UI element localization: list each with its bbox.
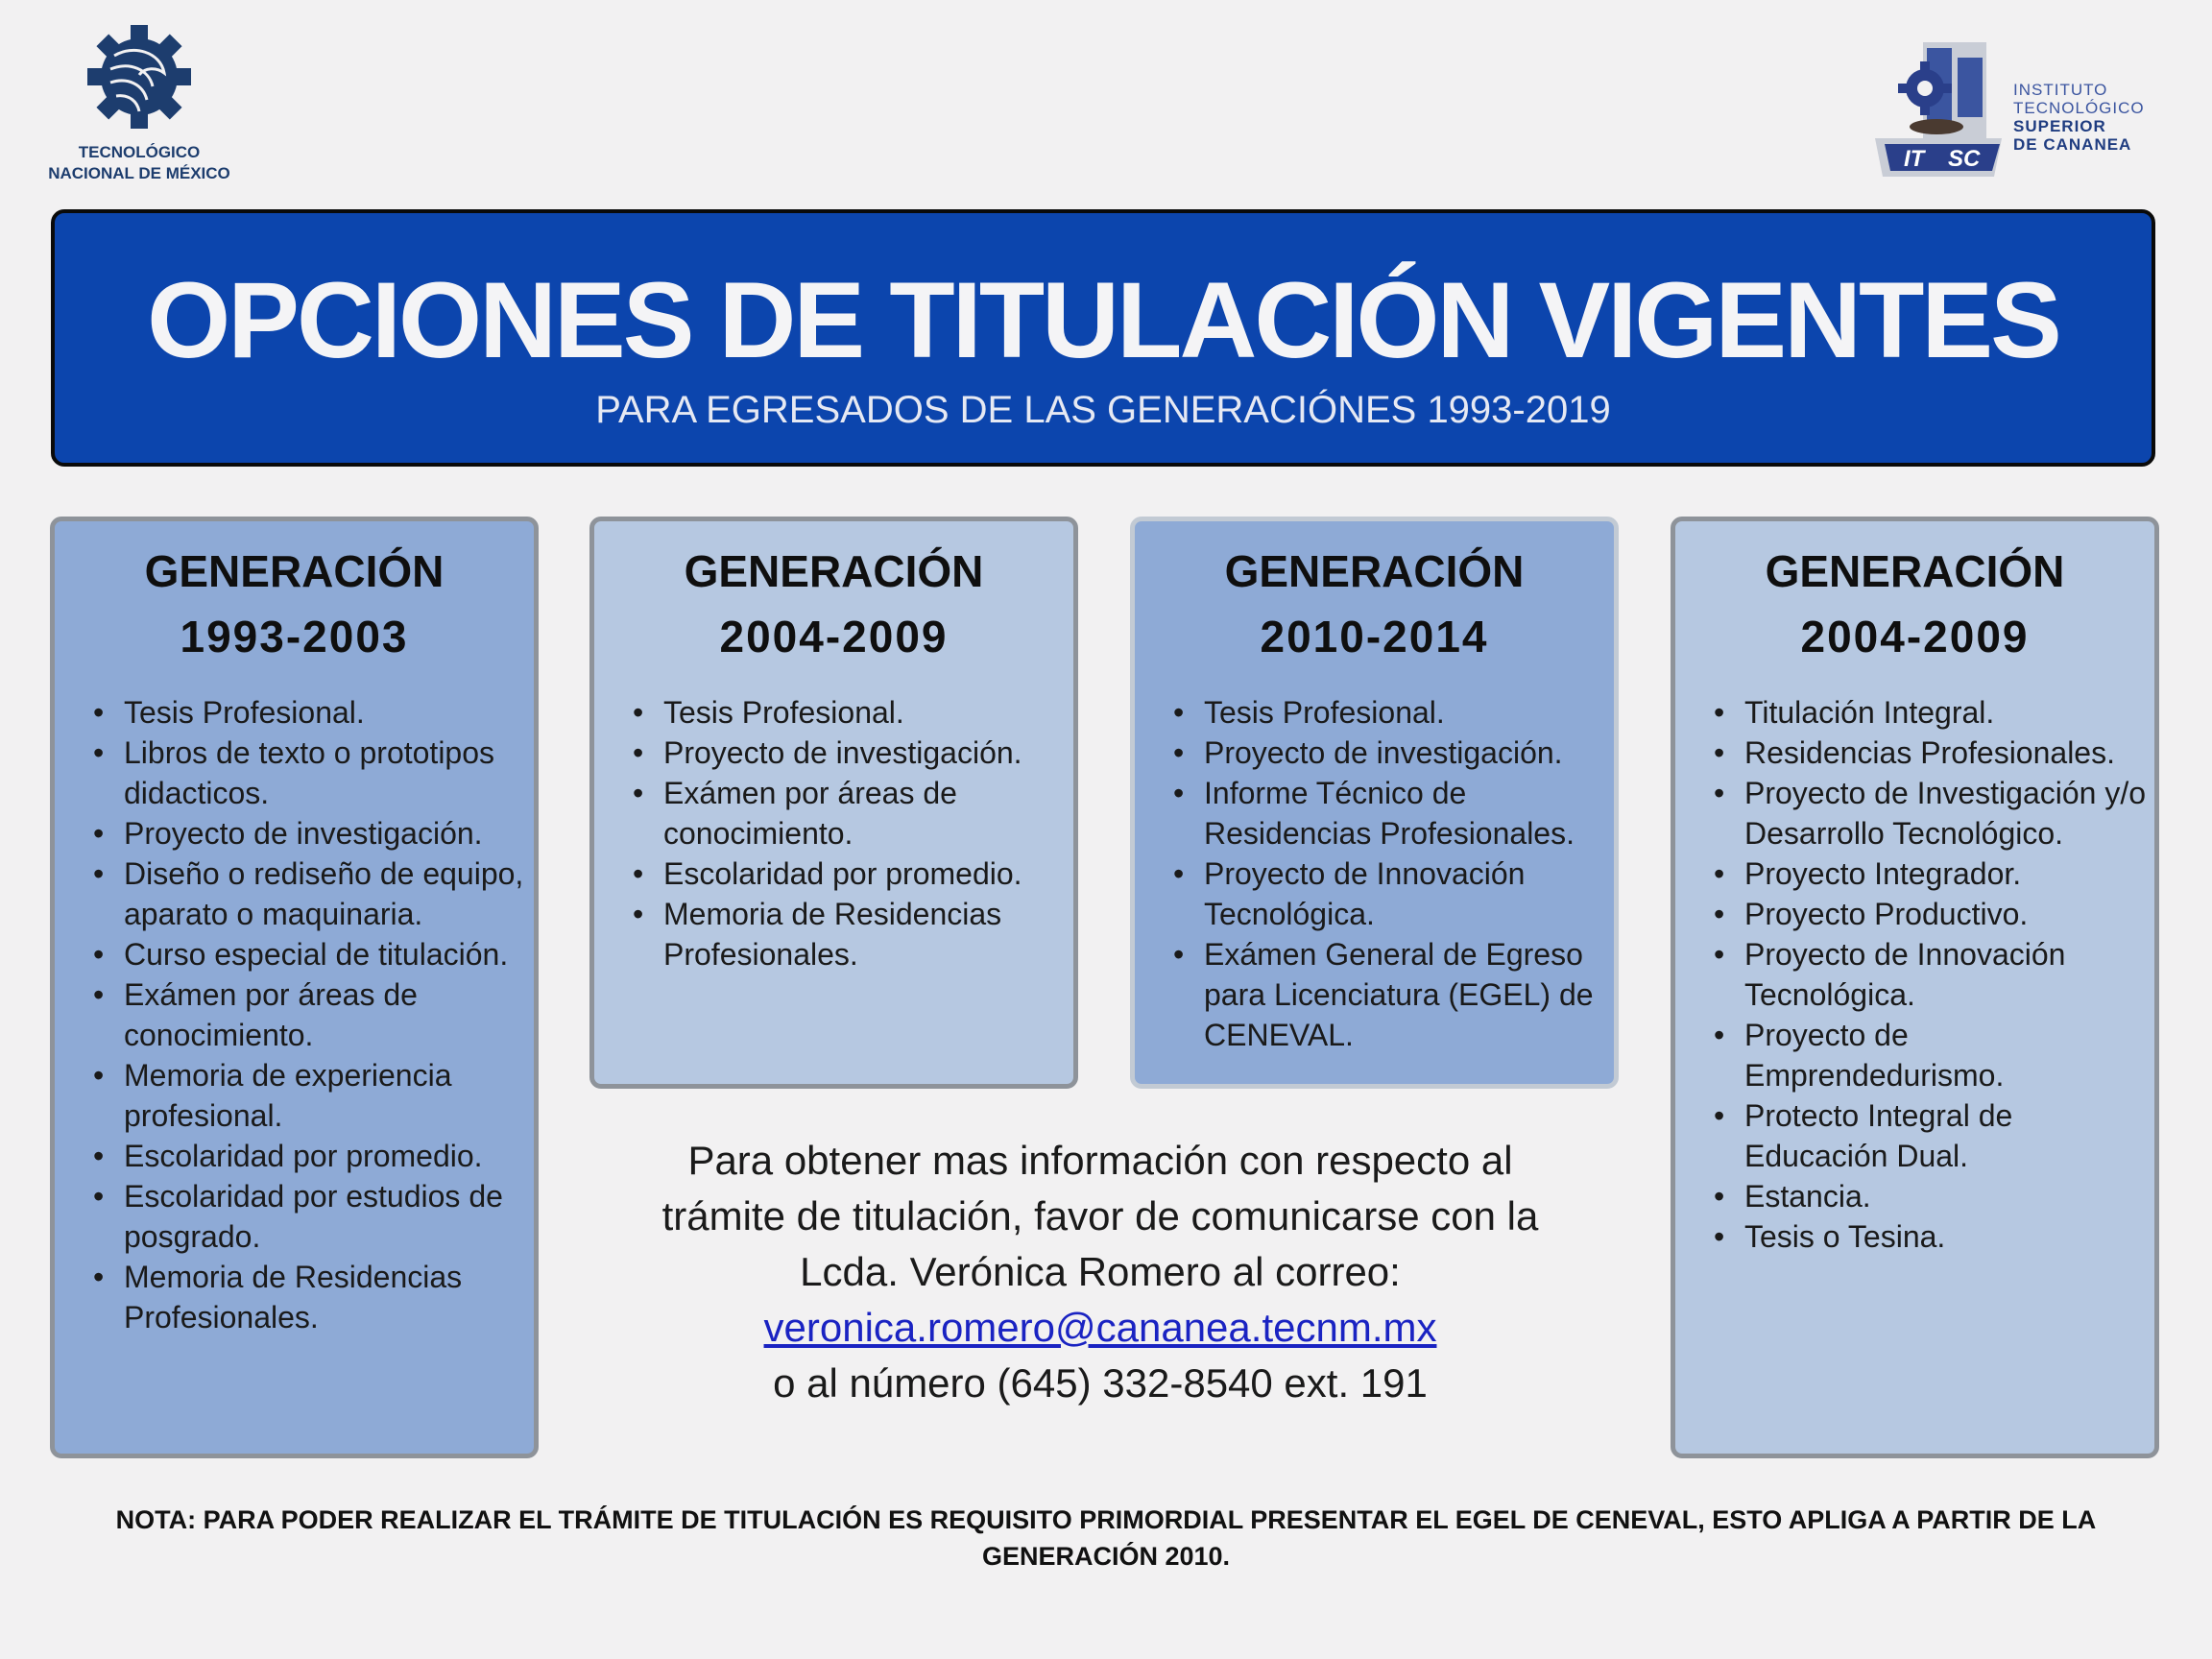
itsc-logo	[1867, 38, 2165, 192]
list-item: • Escolaridad por estudios de posgrado.	[55, 1176, 534, 1257]
itsc-emblem-it: IT	[1904, 146, 1925, 172]
list-item: • Estancia.	[1675, 1176, 2154, 1216]
card-heading	[1675, 539, 2154, 669]
tecnm-emblem-icon	[48, 17, 230, 142]
list-item: • Memoria de experiencia profesional.	[55, 1055, 534, 1136]
contact-line: trámite de titulación, favor de comunicarse con la	[661, 1193, 1539, 1238]
itsc-emblem-sc: SC	[1948, 146, 1981, 172]
list-item: • Memoria de Residencias Profesionales.	[55, 1257, 534, 1337]
option-list	[55, 692, 534, 1337]
list-item: • Escolaridad por promedio.	[55, 1136, 534, 1176]
title-banner	[51, 209, 2155, 467]
generation-card-2010-2014	[1130, 517, 1619, 1089]
list-item: • Protecto Integral de Educación Dual.	[1675, 1095, 2154, 1176]
footer-note: NOTA: PARA PODER REALIZAR EL TRÁMITE DE TITULACIÓN ES REQUISITO PRIMORDIAL PRESENTAR EL EGEL DE CENEVAL, ESTO APLIGA A PARTIR DE LA GENERACIÓN 2010.	[115, 1505, 2097, 1571]
list-item: • Curso especial de titulación.	[55, 934, 534, 974]
card-heading	[594, 539, 1073, 669]
list-item: • Proyecto de investigación.	[1135, 733, 1614, 773]
card-label: GENERACIÓN	[684, 546, 984, 596]
list-item: • Proyecto Productivo.	[1675, 894, 2154, 934]
card-heading	[55, 539, 534, 669]
list-item: • Proyecto de Innovación Tecnológica.	[1675, 934, 2154, 1015]
generation-card-1993-2003	[50, 517, 539, 1458]
list-item: • Titulación Integral.	[1675, 692, 2154, 733]
card-heading	[1135, 539, 1614, 669]
option-list	[1135, 692, 1614, 1055]
card-label: GENERACIÓN	[1765, 546, 2065, 596]
list-item: • Proyecto de investigación.	[55, 813, 534, 854]
list-item: • Tesis Profesional.	[1135, 692, 1614, 733]
list-item: • Tesis o Tesina.	[1675, 1216, 2154, 1257]
card-label: GENERACIÓN	[144, 546, 445, 596]
list-item: • Proyecto de Investigación y/o Desarrollo Tecnológico.	[1675, 773, 2154, 854]
list-item: • Informe Técnico de Residencias Profesionales.	[1135, 773, 1614, 854]
list-item: • Exámen General de Egreso para Licenciatura (EGEL) de CENEVAL.	[1135, 934, 1614, 1055]
contact-info	[595, 1133, 1605, 1411]
contact-line: Lcda. Verónica Romero al correo:	[800, 1249, 1401, 1294]
generation-card-2004-2009-b	[1671, 517, 2159, 1458]
list-item: • Tesis Profesional.	[594, 692, 1073, 733]
card-years: 1993-2003	[180, 612, 409, 661]
page-subtitle: PARA EGRESADOS DE LAS GENERACIÓNES 1993-2019	[595, 389, 1611, 431]
list-item: • Residencias Profesionales.	[1675, 733, 2154, 773]
option-list	[594, 692, 1073, 974]
contact-line: Para obtener mas información con respecto al	[687, 1138, 1513, 1183]
list-item: • Proyecto de Emprendedurismo.	[1675, 1015, 2154, 1095]
tecnm-logo	[48, 17, 230, 190]
list-item: • Tesis Profesional.	[55, 692, 534, 733]
tecnm-logo-text: TECNOLÓGICO NACIONAL DE MÉXICO	[48, 143, 230, 182]
card-label: GENERACIÓN	[1224, 546, 1525, 596]
email-link[interactable]: veronica.romero@cananea.tecnm.mx	[763, 1305, 1437, 1350]
list-item: • Exámen por áreas de conocimiento.	[55, 974, 534, 1055]
list-item: • Proyecto de investigación.	[594, 733, 1073, 773]
itsc-emblem-icon	[1867, 38, 2011, 182]
list-item: • Proyecto Integrador.	[1675, 854, 2154, 894]
list-item: • Diseño o rediseño de equipo, aparato o maquinaria.	[55, 854, 534, 934]
card-years: 2004-2009	[719, 612, 949, 661]
list-item: • Exámen por áreas de conocimiento.	[594, 773, 1073, 854]
card-years: 2004-2009	[1800, 612, 2030, 661]
contact-phone: o al número (645) 332-8540 ext. 191	[773, 1360, 1428, 1406]
list-item: • Escolaridad por promedio.	[594, 854, 1073, 894]
card-years: 2010-2014	[1260, 612, 1489, 661]
page-title: OPCIONES DE TITULACIÓN VIGENTES	[147, 260, 2059, 380]
list-item: • Memoria de Residencias Profesionales.	[594, 894, 1073, 974]
itsc-logo-text: INSTITUTO TECNOLÓGICO SUPERIOR DE CANANEA	[2013, 81, 2145, 154]
list-item: • Libros de texto o prototipos didacticos.	[55, 733, 534, 813]
option-list	[1675, 692, 2154, 1257]
list-item: • Proyecto de Innovación Tecnológica.	[1135, 854, 1614, 934]
generation-card-2004-2009	[589, 517, 1078, 1089]
